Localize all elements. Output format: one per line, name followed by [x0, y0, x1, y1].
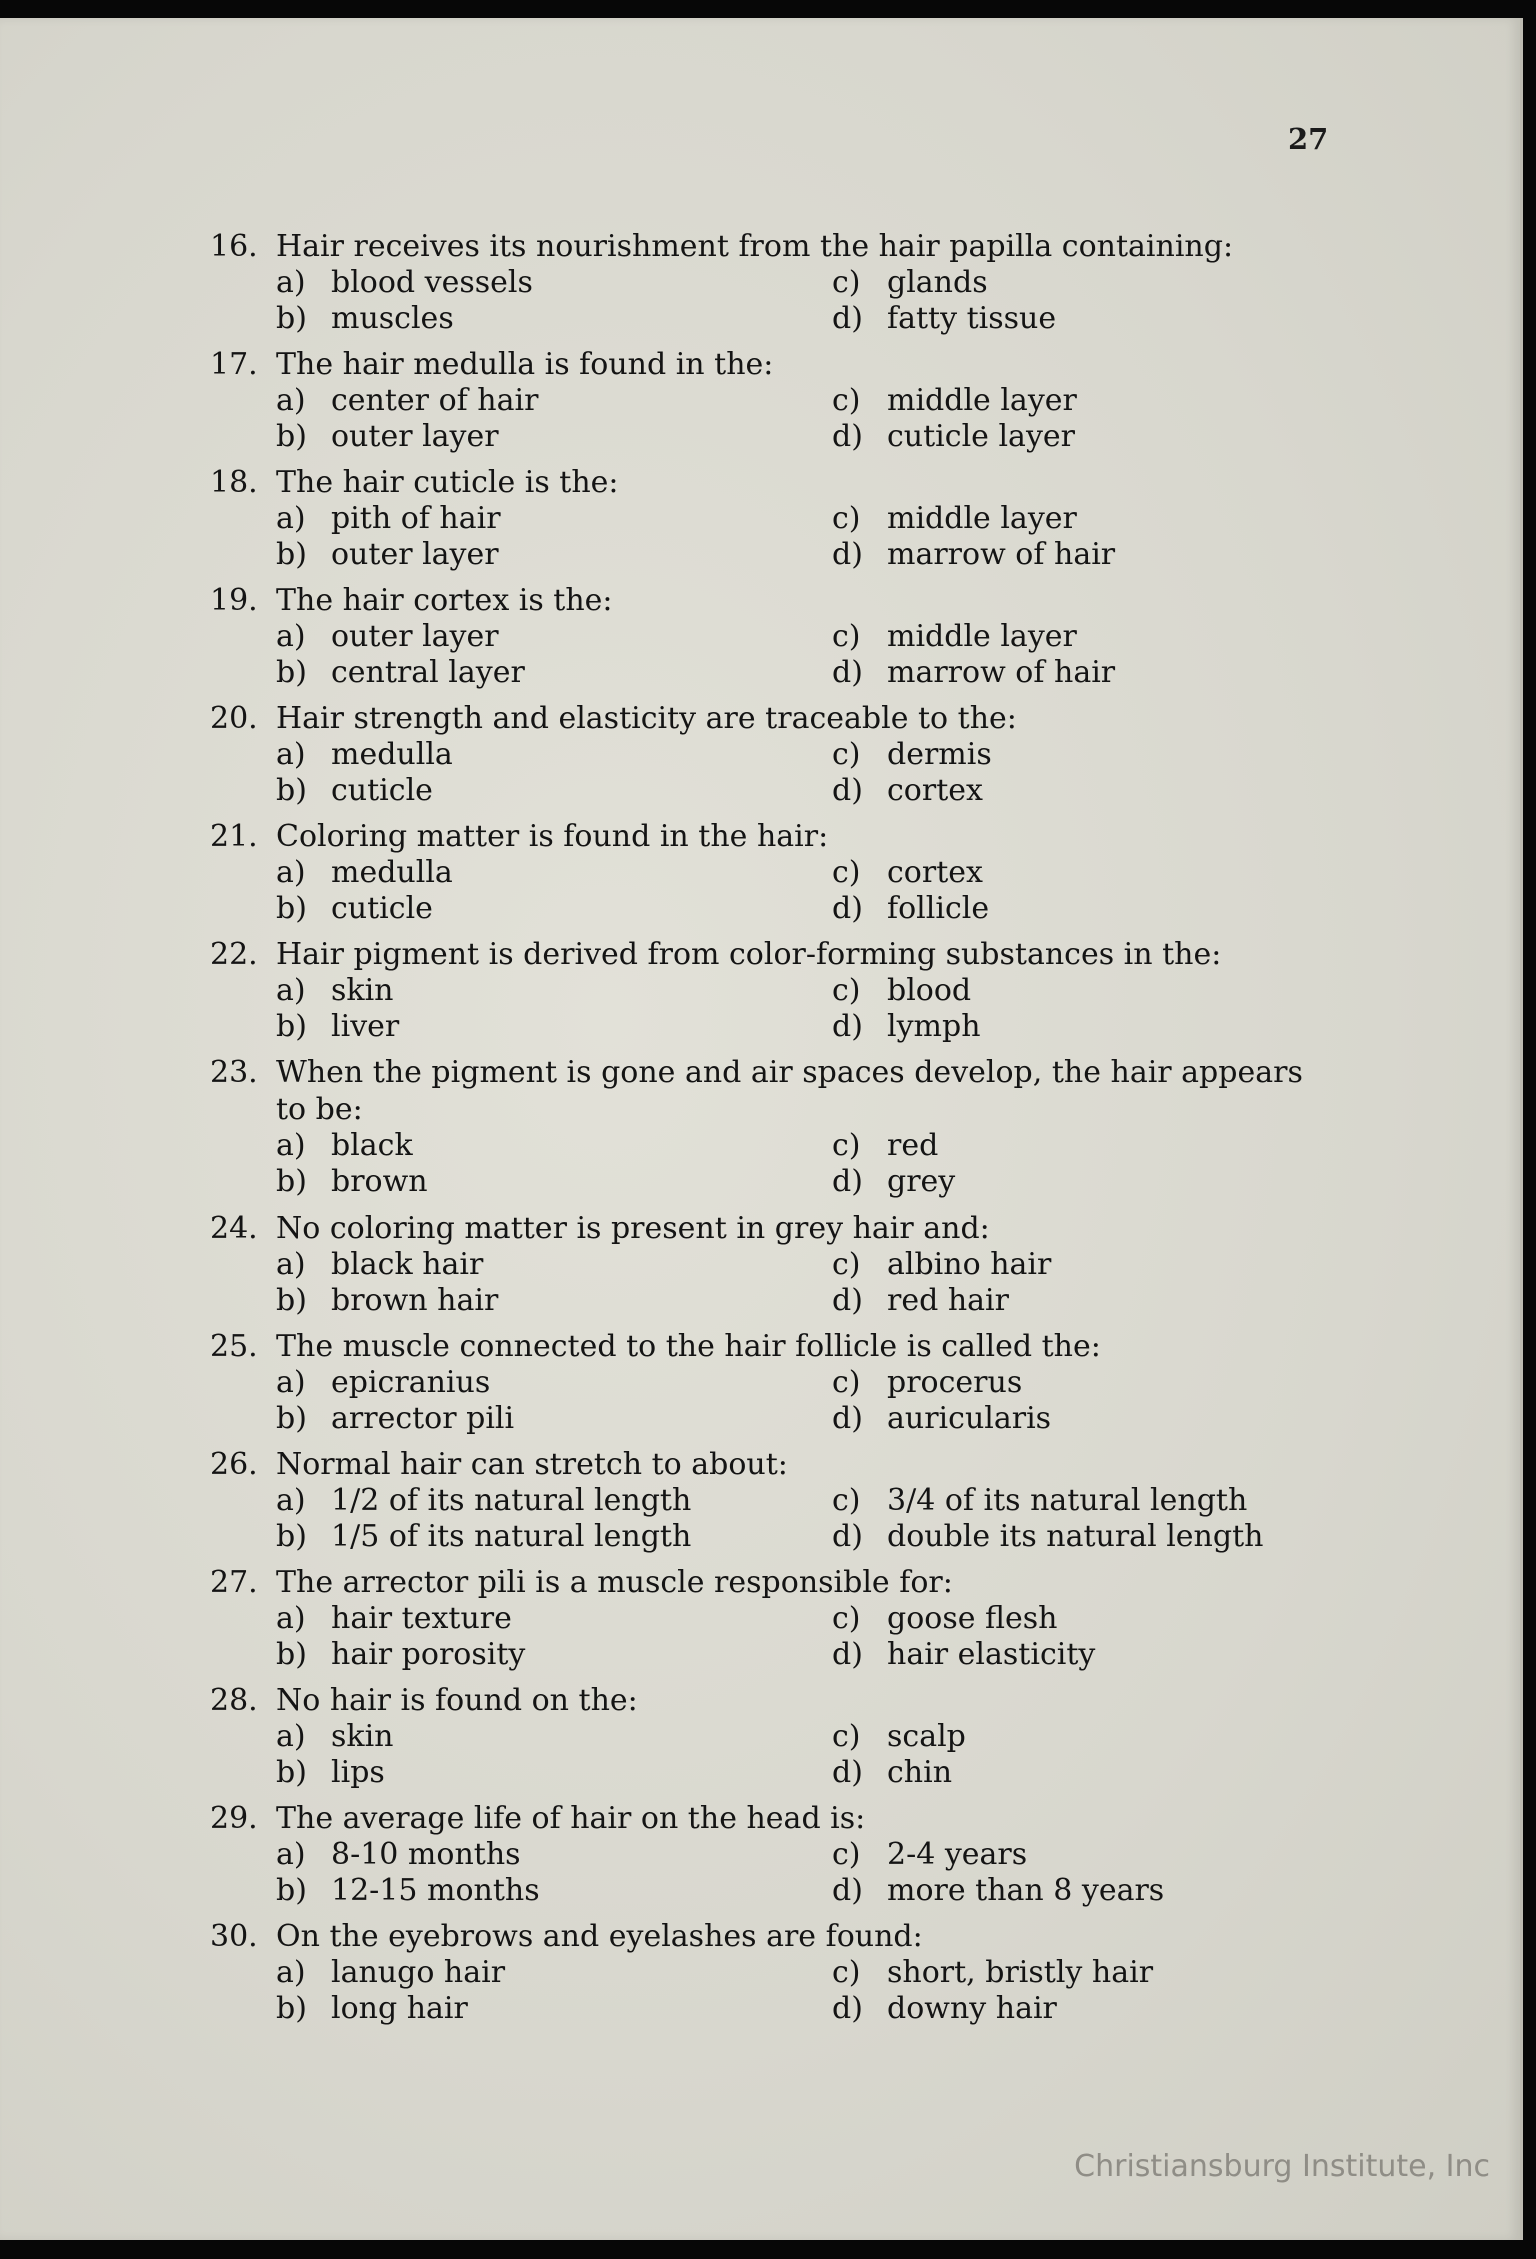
option-text: albino hair [887, 1247, 1052, 1282]
option-letter: a) [276, 1955, 306, 1990]
question-stem [210, 936, 1340, 973]
option-d [832, 1637, 1332, 1673]
option-text: auricularis [887, 1401, 1052, 1436]
option-text: 1/5 of its natural length [331, 1519, 692, 1554]
option-text: center of hair [331, 383, 539, 418]
option-text: middle layer [887, 501, 1077, 536]
option-letter: a) [276, 501, 306, 536]
option-text: long hair [331, 1991, 468, 2026]
option-letter: c) [832, 383, 861, 418]
option-b [276, 1164, 832, 1200]
option-letter: c) [832, 1719, 861, 1754]
option-letter: b) [276, 1991, 307, 2026]
option-d [832, 1519, 1332, 1555]
option-text: cuticle [331, 773, 433, 808]
option-letter: d) [832, 1519, 863, 1554]
option-letter: d) [832, 891, 863, 926]
option-letter: d) [832, 419, 863, 454]
option-text: liver [331, 1009, 400, 1044]
option-text: outer layer [331, 619, 499, 654]
option-d [832, 537, 1332, 573]
question-stem [210, 700, 1340, 737]
answer-options [276, 501, 1340, 573]
option-text: marrow of hair [887, 537, 1116, 572]
option-letter: d) [832, 1637, 863, 1672]
option-text: red hair [887, 1283, 1009, 1318]
option-text: more than 8 years [887, 1873, 1165, 1908]
question-text: The hair cuticle is the: [276, 465, 619, 500]
question-number: 26. [210, 1447, 258, 1482]
option-b [276, 1519, 832, 1555]
option-text: middle layer [887, 619, 1077, 654]
option-b [276, 1009, 832, 1045]
option-letter: a) [276, 1483, 306, 1518]
option-a [276, 1719, 832, 1755]
option-text: 1/2 of its natural length [331, 1483, 692, 1518]
option-letter: b) [276, 419, 307, 454]
answer-options [276, 1365, 1340, 1437]
question-number: 19. [210, 583, 258, 618]
question-item [210, 464, 1340, 582]
option-b [276, 1991, 832, 2027]
option-letter: d) [832, 1401, 863, 1436]
option-text: lymph [887, 1009, 981, 1044]
question-stem [210, 1800, 1340, 1837]
question-number: 20. [210, 701, 258, 736]
question-stem [210, 582, 1340, 619]
question-number: 29. [210, 1801, 258, 1836]
option-a [276, 265, 832, 301]
question-text: Coloring matter is found in the hair: [276, 819, 829, 854]
answer-options [276, 1128, 1340, 1200]
question-number: 22. [210, 937, 258, 972]
option-text: cortex [887, 773, 983, 808]
option-a [276, 1601, 832, 1637]
answer-options [276, 1719, 1340, 1791]
option-a [276, 383, 832, 419]
option-text: skin [331, 1719, 394, 1754]
question-text: The muscle connected to the hair follicle is called the: [276, 1329, 1101, 1364]
option-b [276, 419, 832, 455]
question-item [210, 818, 1340, 936]
option-a [276, 1483, 832, 1519]
option-b [276, 891, 832, 927]
option-letter: d) [832, 773, 863, 808]
option-letter: b) [276, 1519, 307, 1554]
option-letter: a) [276, 383, 306, 418]
answer-options [276, 1601, 1340, 1673]
option-c [832, 1365, 1332, 1401]
option-text: 3/4 of its natural length [887, 1483, 1248, 1518]
question-list [210, 228, 1340, 2036]
option-c [832, 1128, 1332, 1164]
question-stem [210, 1918, 1340, 1955]
option-text: 2-4 years [887, 1837, 1028, 1872]
option-d [832, 1283, 1332, 1319]
question-number: 27. [210, 1565, 258, 1600]
option-c [832, 501, 1332, 537]
option-a [276, 501, 832, 537]
question-number: 21. [210, 819, 258, 854]
option-letter: c) [832, 1955, 861, 1990]
option-d [832, 773, 1332, 809]
option-letter: d) [832, 1283, 863, 1318]
question-text: Hair strength and elasticity are traceable to the: [276, 701, 1017, 736]
option-text: follicle [887, 891, 990, 926]
question-item [210, 1918, 1340, 2036]
option-text: arrector pili [331, 1401, 515, 1436]
option-letter: b) [276, 537, 307, 572]
question-stem [210, 818, 1340, 855]
option-c [832, 1247, 1332, 1283]
option-text: middle layer [887, 383, 1077, 418]
option-b [276, 1401, 832, 1437]
document-page [0, 18, 1523, 2240]
option-text: 12-15 months [331, 1873, 540, 1908]
option-c [832, 1955, 1332, 1991]
question-number: 18. [210, 465, 258, 500]
answer-options [276, 973, 1340, 1045]
question-text: No hair is found on the: [276, 1683, 638, 1718]
question-item [210, 346, 1340, 464]
option-a [276, 1837, 832, 1873]
option-a [276, 619, 832, 655]
option-letter: d) [832, 537, 863, 572]
question-number: 28. [210, 1683, 258, 1718]
option-letter: a) [276, 973, 306, 1008]
option-c [832, 1601, 1332, 1637]
option-letter: a) [276, 1247, 306, 1282]
option-letter: c) [832, 737, 861, 772]
option-d [832, 1164, 1332, 1200]
option-text: epicranius [331, 1365, 491, 1400]
option-text: skin [331, 973, 394, 1008]
option-b [276, 537, 832, 573]
option-letter: a) [276, 1128, 306, 1163]
option-text: goose flesh [887, 1601, 1058, 1636]
question-text: Hair pigment is derived from color-forming substances in the: [276, 937, 1222, 972]
question-text: When the pigment is gone and air spaces develop, the hair appears to be: [276, 1055, 1303, 1127]
option-b [276, 773, 832, 809]
option-letter: c) [832, 973, 861, 1008]
option-letter: d) [832, 1991, 863, 2026]
option-text: brown [331, 1164, 428, 1199]
question-item [210, 228, 1340, 346]
option-a [276, 855, 832, 891]
answer-options [276, 619, 1340, 691]
option-text: hair porosity [331, 1637, 526, 1672]
option-d [832, 891, 1332, 927]
question-text: Normal hair can stretch to about: [276, 1447, 788, 1482]
question-item [210, 936, 1340, 1054]
question-stem [210, 1210, 1340, 1247]
option-text: pith of hair [331, 501, 501, 536]
option-a [276, 737, 832, 773]
option-c [832, 619, 1332, 655]
option-text: outer layer [331, 537, 499, 572]
option-a [276, 1955, 832, 1991]
option-text: procerus [887, 1365, 1023, 1400]
option-letter: a) [276, 1719, 306, 1754]
option-b [276, 1873, 832, 1909]
option-text: hair elasticity [887, 1637, 1096, 1672]
option-letter: a) [276, 265, 306, 300]
option-letter: b) [276, 1164, 307, 1199]
answer-options [276, 1955, 1340, 2027]
option-letter: c) [832, 1247, 861, 1282]
option-text: chin [887, 1755, 953, 1790]
option-text: glands [887, 265, 988, 300]
option-text: grey [887, 1164, 956, 1199]
question-number: 30. [210, 1919, 258, 1954]
option-text: lanugo hair [331, 1955, 506, 1990]
question-item [210, 1800, 1340, 1918]
option-letter: c) [832, 619, 861, 654]
option-c [832, 265, 1332, 301]
option-text: black [331, 1128, 413, 1163]
question-stem [210, 1682, 1340, 1719]
option-text: medulla [331, 737, 453, 772]
option-a [276, 973, 832, 1009]
option-letter: c) [832, 1365, 861, 1400]
option-letter: d) [832, 1873, 863, 1908]
option-letter: c) [832, 1837, 861, 1872]
option-letter: d) [832, 1009, 863, 1044]
question-item [210, 582, 1340, 700]
question-item [210, 1564, 1340, 1682]
question-stem [210, 1446, 1340, 1483]
option-a [276, 1247, 832, 1283]
answer-options [276, 1247, 1340, 1319]
option-text: 8-10 months [331, 1837, 521, 1872]
option-letter: a) [276, 619, 306, 654]
question-number: 17. [210, 347, 258, 382]
option-letter: a) [276, 1601, 306, 1636]
option-letter: b) [276, 1755, 307, 1790]
option-letter: a) [276, 855, 306, 890]
question-text: No coloring matter is present in grey hair and: [276, 1211, 990, 1246]
option-letter: b) [276, 1283, 307, 1318]
question-text: The average life of hair on the head is: [276, 1801, 866, 1836]
question-text: Hair receives its nourishment from the hair papilla containing: [276, 229, 1234, 264]
question-stem [210, 1564, 1340, 1601]
option-text: fatty tissue [887, 301, 1057, 336]
answer-options [276, 855, 1340, 927]
option-letter: b) [276, 1637, 307, 1672]
option-text: hair texture [331, 1601, 512, 1636]
option-letter: d) [832, 1755, 863, 1790]
option-text: cuticle [331, 891, 433, 926]
option-text: blood [887, 973, 972, 1008]
question-stem [210, 1328, 1340, 1365]
option-a [276, 1128, 832, 1164]
option-c [832, 973, 1332, 1009]
option-letter: d) [832, 301, 863, 336]
option-d [832, 655, 1332, 691]
option-letter: b) [276, 655, 307, 690]
option-letter: c) [832, 1601, 861, 1636]
option-letter: b) [276, 1009, 307, 1044]
option-letter: b) [276, 891, 307, 926]
option-a [276, 1365, 832, 1401]
option-letter: c) [832, 1128, 861, 1163]
option-d [832, 301, 1332, 337]
option-letter: b) [276, 1401, 307, 1436]
option-b [276, 1637, 832, 1673]
option-d [832, 1009, 1332, 1045]
question-item [210, 1210, 1340, 1328]
option-text: dermis [887, 737, 992, 772]
option-letter: b) [276, 773, 307, 808]
answer-options [276, 1483, 1340, 1555]
option-c [832, 383, 1332, 419]
option-text: outer layer [331, 419, 499, 454]
option-letter: c) [832, 1483, 861, 1518]
option-b [276, 1283, 832, 1319]
option-c [832, 1719, 1332, 1755]
question-number: 23. [210, 1055, 258, 1090]
option-text: double its natural length [887, 1519, 1264, 1554]
watermark-text: Christiansburg Institute, Inc [1074, 2149, 1490, 2184]
question-text: On the eyebrows and eyelashes are found: [276, 1919, 923, 1954]
option-letter: c) [832, 501, 861, 536]
option-text: cortex [887, 855, 983, 890]
option-letter: b) [276, 1873, 307, 1908]
option-d [832, 1755, 1332, 1791]
option-text: muscles [331, 301, 454, 336]
question-item [210, 1446, 1340, 1564]
question-number: 24. [210, 1211, 258, 1246]
option-letter: d) [832, 655, 863, 690]
question-item [210, 1328, 1340, 1446]
question-item [210, 700, 1340, 818]
option-text: brown hair [331, 1283, 499, 1318]
question-stem [210, 1054, 1340, 1128]
question-stem [210, 228, 1340, 265]
answer-options [276, 737, 1340, 809]
option-letter: d) [832, 1164, 863, 1199]
option-text: marrow of hair [887, 655, 1116, 690]
option-text: scalp [887, 1719, 966, 1754]
option-letter: c) [832, 265, 861, 300]
option-letter: b) [276, 301, 307, 336]
answer-options [276, 265, 1340, 337]
question-number: 16. [210, 229, 258, 264]
option-c [832, 1483, 1332, 1519]
option-text: blood vessels [331, 265, 533, 300]
option-text: medulla [331, 855, 453, 890]
page-number: 27 [1288, 122, 1329, 156]
option-text: lips [331, 1755, 385, 1790]
option-text: downy hair [887, 1991, 1057, 2026]
option-letter: c) [832, 855, 861, 890]
question-item [210, 1682, 1340, 1800]
option-c [832, 855, 1332, 891]
question-text: The arrector pili is a muscle responsible for: [276, 1565, 953, 1600]
question-text: The hair cortex is the: [276, 583, 613, 618]
option-b [276, 301, 832, 337]
option-text: black hair [331, 1247, 484, 1282]
option-letter: a) [276, 737, 306, 772]
question-text: The hair medulla is found in the: [276, 347, 774, 382]
question-item [210, 1054, 1340, 1210]
question-stem [210, 346, 1340, 383]
option-letter: a) [276, 1837, 306, 1872]
option-d [832, 419, 1332, 455]
option-letter: a) [276, 1365, 306, 1400]
option-d [832, 1873, 1332, 1909]
answer-options [276, 1837, 1340, 1909]
question-number: 25. [210, 1329, 258, 1364]
option-b [276, 1755, 832, 1791]
option-text: cuticle layer [887, 419, 1075, 454]
option-d [832, 1401, 1332, 1437]
question-stem [210, 464, 1340, 501]
option-b [276, 655, 832, 691]
option-d [832, 1991, 1332, 2027]
option-c [832, 737, 1332, 773]
option-c [832, 1837, 1332, 1873]
option-text: red [887, 1128, 939, 1163]
option-text: central layer [331, 655, 525, 690]
option-text: short, bristly hair [887, 1955, 1154, 1990]
answer-options [276, 383, 1340, 455]
